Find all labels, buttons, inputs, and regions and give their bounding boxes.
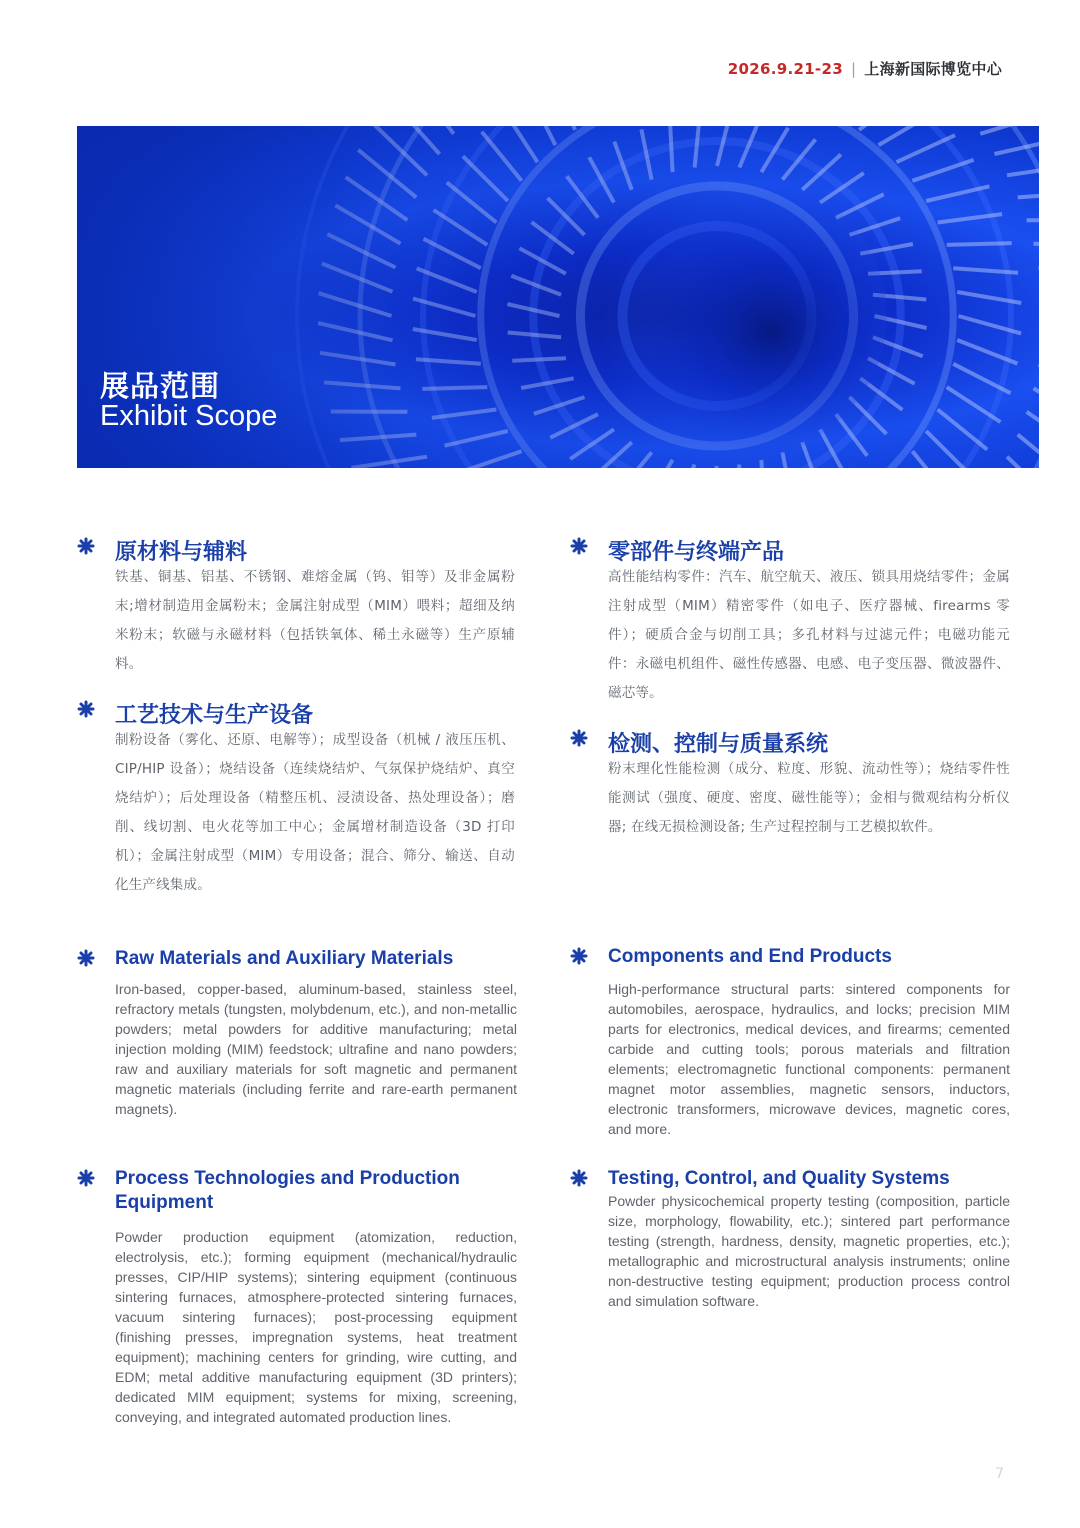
section-title: Raw Materials and Auxiliary Materials: [115, 948, 454, 969]
section-body: Powder production equipment (atomization, reduction, electrolysis, etc.); forming equipment (mechanical/hydraulic presses, CIP/HIP systems); sintering equipment (continuous sintering furnaces, atmosphere-protected sintering furnaces, vacuum sintering furnaces); post-processing equipment (finishing presses, impregnation systems, heat treatment equipment); machining centers for grinding, wire cutting, and EDM; metal additive manufacturing equipment (3D printers); dedicated MIM equipment; systems for mixing, screening, conveying, and integrated automated production lines.: [115, 1229, 517, 1425]
section-body: 粉末理化性能检测（成分、粒度、形貌、流动性等）；烧结零件性能测试（强度、硬度、密度、磁性能等）；金相与微观结构分析仪器; 在线无损检测设备; 生产过程控制与工艺模拟软件。: [608, 761, 1010, 835]
section-body: 高性能结构零件：汽车、航空航天、液压、锁具用烧结零件；金属注射成型（MIM）精密零件（如电子、医疗器械、firearms 零件）；硬质合金与切削工具；多孔材料与过滤元件；电磁功能元件：永磁电机组件、磁性传感器、电感、电子变压器、微波器件、磁芯等。: [608, 569, 1010, 701]
section-body: Powder physicochemical property testing (composition, particle size, morphology, flowability, etc.); sintered part performance testing (strength, hardness, density, magnetic properties, etc.); metallographic and microstructural analysis instruments; online non-destructive testing equipment; production process control and simulation software.: [608, 1193, 1010, 1309]
asterisk-bullet-icon: [570, 729, 588, 747]
section-body: High-performance structural parts: sintered components for automobiles, aerospace, hydraulics, and locks; precision MIM parts for electronics, medical devices, and firearms; cemented carbide and cutting tools; porous materials and filtration elements; electromagnetic functional components: permanent magnet motor assemblies, magnetic sensors, inductors, electronic transformers, microwave devices, magnetic cores, and more.: [608, 981, 1010, 1137]
banner-title-en: Exhibit Scope: [100, 400, 278, 432]
section-title: 原材料与辅料: [115, 540, 248, 565]
asterisk-bullet-icon: [77, 949, 95, 967]
section-title: Process Technologies and Production Equipment: [115, 1168, 460, 1213]
section-title: 工艺技术与生产设备: [115, 703, 314, 728]
section-body: Iron-based, copper-based, aluminum-based, stainless steel, refractory metals (tungsten, molybdenum, etc.), and non-metallic powders; metal powders for additive manufacturing; metal injection molding (MIM) feedstock; ultrafine and nano powders; raw and auxiliary materials for soft magnetic and permanent magnetic materials (including ferrite and rare-earth permanent magnets).: [115, 981, 517, 1117]
event-venue: 上海新国际博览中心: [864, 60, 1002, 78]
asterisk-bullet-icon: [570, 947, 588, 965]
header-event-info: [728, 58, 1002, 79]
header-separator: |: [850, 59, 857, 78]
asterisk-bullet-icon: [77, 1169, 95, 1187]
section-title: 零部件与终端产品: [608, 540, 785, 565]
hero-banner: [77, 126, 1039, 468]
asterisk-bullet-icon: [77, 537, 95, 555]
section-title: Testing, Control, and Quality Systems: [608, 1168, 950, 1189]
section-title: Components and End Products: [608, 946, 892, 967]
section-title: 检测、控制与质量系统: [608, 732, 829, 757]
page-number: 7: [995, 1466, 1004, 1482]
section-body: 铁基、铜基、铝基、不锈钢、难熔金属（钨、钼等）及非金属粉末;增材制造用金属粉末；金属注射成型（MIM）喂料；超细及纳米粉末；软磁与永磁材料（包括铁氧体、稀土永磁等）生产原辅料。: [115, 569, 515, 672]
asterisk-bullet-icon: [570, 537, 588, 555]
banner-title-cn: 展品范围: [100, 369, 221, 403]
section-body: 制粉设备（雾化、还原、电解等）；成型设备（机械 / 液压压机、CIP/HIP 设备）；烧结设备（连续烧结炉、气氛保护烧结炉、真空烧结炉）；后处理设备（精整压机、浸渍设备、热处理设备）；磨削、线切割、电火花等加工中心；金属增材制造设备（3D 打印机）；金属注射成型（MIM）专用设备；混合、筛分、输送、自动化生产线集成。: [115, 732, 515, 893]
asterisk-bullet-icon: [570, 1169, 588, 1187]
asterisk-bullet-icon: [77, 700, 95, 718]
event-date: 2026.9.21-23: [727, 59, 843, 78]
